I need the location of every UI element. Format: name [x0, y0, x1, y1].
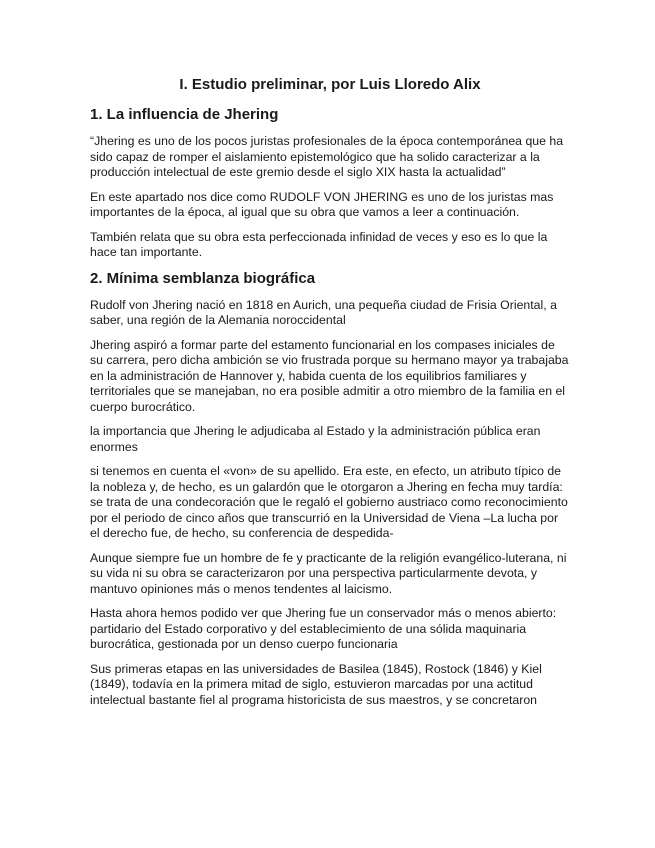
- paragraph: En este apartado nos dice como RUDOLF VON JHERING es uno de los juristas mas importantes de la época, al igual que su obra que vamos a leer a continuación.: [90, 189, 554, 219]
- paragraph: si tenemos en cuenta el «von» de su apellido. Era este, en efecto, un atributo típico de la nobleza y, de hecho, es un galardón que le otorgaron a Jhering en fecha muy tardía: se trata de una condecoración que le regaló el gobierno austriaco como reconocimiento por el periodo de cinco años que transcurrió en la Universidad de Viena –La lucha por el derecho fue, de hecho, su conferencia de despedida-: [90, 464, 568, 540]
- paragraph: Hasta ahora hemos podido ver que Jhering fue un conservador más o menos abierto: partidario del Estado corporativo y del establecimiento de una sólida maquinaria burocrática, gestionada por un denso cuerpo funcionaria: [90, 606, 557, 651]
- paragraph: “Jhering es uno de los pocos juristas profesionales de la época contemporánea que ha sido capaz de romper el aislamiento epistemológico que ha solido caracterizar a la producción intelectual de este gremio desde el siglo XIX hasta la actualidad”: [90, 134, 564, 179]
- paragraph: Sus primeras etapas en las universidades de Basilea (1845), Rostock (1846) y Kiel (1849), todavía en la primera mitad de siglo, estuvieron marcadas por una actitud intelectual bastante fiel al programa historicista de sus maestros, y se concretaron: [90, 661, 542, 707]
- document-page: [90, 76, 570, 717]
- document-title: I. Estudio preliminar, por Luis Lloredo Alix: [179, 76, 481, 93]
- paragraph: la importancia que Jhering le adjudicaba al Estado y la administración pública eran enormes: [90, 424, 541, 454]
- paragraph: Rudolf von Jhering nació en 1818 en Aurich, una pequeña ciudad de Frisia Oriental, a saber, una región de la Alemania noroccidental: [90, 297, 557, 327]
- paragraph: Aunque siempre fue un hombre de fe y practicante de la religión evangélico-luterana, ni su vida ni su obra se caracterizaron por una perspectiva particularmente devota, y mantuvo opiniones más o menos tendentes al laicismo.: [90, 550, 567, 596]
- section-heading: 2. Mínima semblanza biográfica: [90, 269, 316, 287]
- paragraph: También relata que su obra esta perfeccionada infinidad de veces y eso es lo que la hace tan importante.: [90, 229, 548, 259]
- section-heading: 1. La influencia de Jhering: [90, 106, 279, 123]
- paragraph: Jhering aspiró a formar parte del estamento funcionarial en los compases iniciales de su carrera, pero dicha ambición se vio frustrada porque su hermano mayor ya trabajaba en la administración de Hannover y, habida cuenta de los equilibrios familiares y territoriales que se manejaban, no era posible admitir a otro miembro de la familia en el cuerpo burocrático.: [90, 337, 569, 414]
